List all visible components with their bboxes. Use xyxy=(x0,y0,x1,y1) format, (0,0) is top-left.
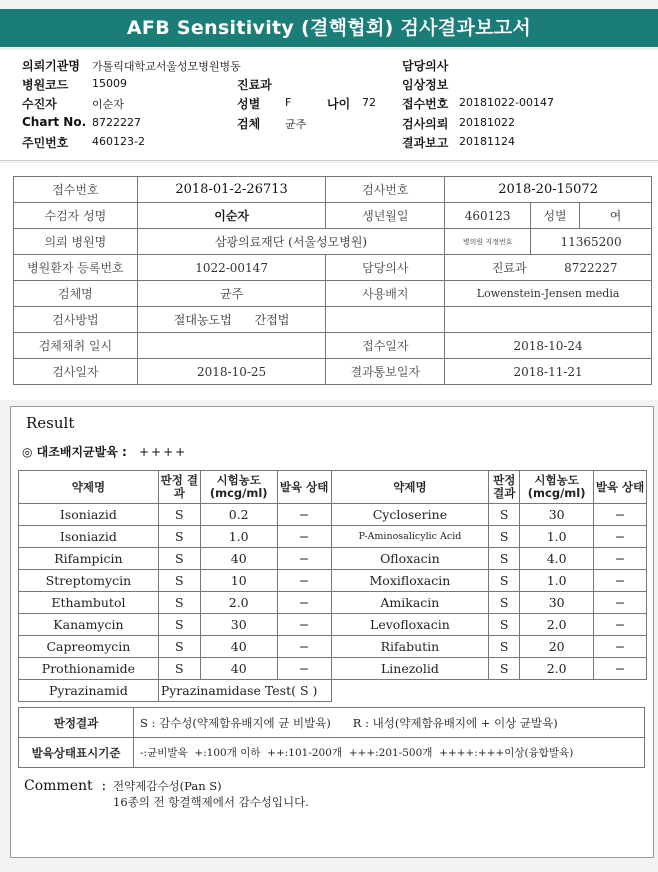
judge-result: S xyxy=(158,548,200,570)
growth-state: − xyxy=(277,526,331,548)
judge-result: S xyxy=(158,570,200,592)
drug-name: Ethambutol xyxy=(19,592,159,614)
method-label: 검사방법 xyxy=(14,307,138,333)
received-value: 2018-10-24 xyxy=(445,333,652,359)
receipt-no-label: 접수번호 xyxy=(14,177,138,203)
drug-name: Isoniazid xyxy=(19,504,159,526)
judge-result: S xyxy=(158,592,200,614)
test-no-value: 2018-20-15072 xyxy=(445,177,652,203)
dept-value: 8722227 xyxy=(531,255,652,281)
report-date-label: 결과통보일자 xyxy=(326,359,445,385)
patient-name-value: 이순자 xyxy=(137,203,326,229)
test-conc: 0.2 xyxy=(200,504,277,526)
growth-state: − xyxy=(594,592,647,614)
col-growth: 발육 상태 xyxy=(594,471,647,504)
value-sex: F xyxy=(285,96,292,109)
blank-cell xyxy=(331,680,646,702)
judge-legend-label: 판정결과 xyxy=(19,708,134,738)
growth-legend-label: 발육상태표시기준 xyxy=(19,738,134,768)
report-date-value: 2018-11-21 xyxy=(445,359,652,385)
label-chart-no: Chart No. xyxy=(22,115,87,129)
label-clinic: 진료과 xyxy=(237,78,272,92)
label-hospital-code: 병원코드 xyxy=(22,78,69,92)
growth-state: − xyxy=(277,636,331,658)
sensitivity-row xyxy=(19,592,647,614)
growth-state: − xyxy=(277,504,331,526)
drug-name: Ofloxacin xyxy=(331,548,489,570)
control-growth-line xyxy=(22,443,187,460)
drug-name: Levofloxacin xyxy=(331,614,489,636)
request-form-table xyxy=(13,176,652,385)
drug-name: Capreomycin xyxy=(19,636,159,658)
label-accession-no: 접수번호 xyxy=(402,97,449,111)
patient-info-header xyxy=(0,50,658,161)
test-date-label: 검사일자 xyxy=(14,359,138,385)
judge-result: S xyxy=(489,548,520,570)
hospital-code-value: 11365200 xyxy=(531,229,652,255)
test-no-label: 검사번호 xyxy=(326,177,445,203)
label-clinical-info: 임상정보 xyxy=(402,78,449,92)
drug-name: Prothionamide xyxy=(19,658,159,680)
label-requesting-institution: 의뢰기관명 xyxy=(22,59,80,73)
growth-state: − xyxy=(594,526,647,548)
growth-state: − xyxy=(277,658,331,680)
growth-state: − xyxy=(594,614,647,636)
value-patient: 이순자 xyxy=(92,98,124,111)
dob-value: 460123 xyxy=(445,203,531,229)
sensitivity-row xyxy=(19,548,647,570)
test-conc: 2.0 xyxy=(520,658,594,680)
dept-label: 진료과 xyxy=(445,255,531,281)
sensitivity-row xyxy=(19,570,647,592)
judge-result: S xyxy=(489,614,520,636)
result-heading: Result xyxy=(26,414,75,432)
value-accession-no: 20181022-00147 xyxy=(459,96,554,109)
value-age: 72 xyxy=(362,96,376,109)
comment-label: Comment : xyxy=(24,778,107,794)
sex-value: 여 xyxy=(580,203,652,229)
judge-result: S xyxy=(489,592,520,614)
label-attending-doctor: 담당의사 xyxy=(402,59,449,73)
label-test-request: 검사의뢰 xyxy=(402,117,449,131)
growth-state: − xyxy=(594,548,647,570)
label-sex: 성별 xyxy=(237,97,261,111)
sensitivity-row xyxy=(19,658,647,680)
test-conc: 40 xyxy=(200,636,277,658)
label-resident-no: 주민번호 xyxy=(22,136,69,150)
dob-label: 생년월일 xyxy=(326,203,445,229)
sensitivity-table-header xyxy=(19,471,647,504)
judge-result: S xyxy=(158,504,200,526)
value-chart-no: 8722227 xyxy=(92,116,141,129)
pza-drug: Pyrazinamid xyxy=(19,680,159,702)
collect-label: 검체채취 일시 xyxy=(14,333,138,359)
test-conc: 1.0 xyxy=(200,526,277,548)
control-growth-value: ++++ xyxy=(138,445,188,459)
growth-state: − xyxy=(594,636,647,658)
test-conc: 30 xyxy=(200,614,277,636)
control-symbol: ◎ xyxy=(22,445,33,459)
col-judge: 판정 결과 xyxy=(489,471,520,504)
value-requesting-institution: 가톨릭대학교서울성모병원병동 xyxy=(92,60,241,73)
reg-no-value: 1022-00147 xyxy=(137,255,326,281)
col-conc: 시험농도 (mcg/ml) xyxy=(520,471,594,504)
label-patient: 수진자 xyxy=(22,97,57,111)
reg-no-label: 병원환자 등록번호 xyxy=(14,255,138,281)
col-judge: 판정 결과 xyxy=(158,471,200,504)
growth-state: − xyxy=(277,548,331,570)
method-value xyxy=(137,307,326,333)
test-conc: 40 xyxy=(200,658,277,680)
collect-value xyxy=(137,333,326,359)
growth-state: − xyxy=(277,614,331,636)
test-conc: 1.0 xyxy=(520,570,594,592)
test-conc: 40 xyxy=(200,548,277,570)
patient-name-label: 수검자 성명 xyxy=(14,203,138,229)
medium-value: Lowenstein-Jensen media xyxy=(445,281,652,307)
test-conc: 1.0 xyxy=(520,526,594,548)
value-hospital-code: 15009 xyxy=(92,77,127,90)
specimen-value: 균주 xyxy=(137,281,326,307)
growth-state: − xyxy=(277,570,331,592)
drug-name: Kanamycin xyxy=(19,614,159,636)
comment-line-1: 전약제감수성(Pan S) xyxy=(113,779,222,793)
pza-result: Pyrazinamidase Test( S ) xyxy=(158,680,331,702)
sensitivity-table xyxy=(18,470,647,702)
judge-legend-text: S : 감수성(약제함유배지에 균 비발육) R : 내성(약제함유배지에 + 이상 균발육) xyxy=(134,708,645,738)
judge-result: S xyxy=(158,658,200,680)
hospital-value: 삼광의료재단 (서울성모병원) xyxy=(137,229,444,255)
specimen-label: 검체명 xyxy=(14,281,138,307)
judge-result: S xyxy=(489,570,520,592)
drug-name: Amikacin xyxy=(331,592,489,614)
judge-result: S xyxy=(489,636,520,658)
label-result-report: 결과보고 xyxy=(402,136,449,150)
drug-name: P-Aminosalicylic Acid xyxy=(331,526,489,548)
drug-name: Isoniazid xyxy=(19,526,159,548)
col-drug: 약제명 xyxy=(331,471,489,504)
growth-state: − xyxy=(594,658,647,680)
method-indirect: 간접법 xyxy=(254,313,290,327)
test-conc: 2.0 xyxy=(520,614,594,636)
col-growth: 발육 상태 xyxy=(277,471,331,504)
value-result-report: 20181124 xyxy=(459,135,515,148)
test-conc: 10 xyxy=(200,570,277,592)
blank-cell xyxy=(326,307,445,333)
receipt-no-value: 2018-01-2-26713 xyxy=(137,177,326,203)
label-age: 나이 xyxy=(327,97,351,111)
drug-name: Cycloserine xyxy=(331,504,489,526)
col-drug: 약제명 xyxy=(19,471,159,504)
judge-result: S xyxy=(489,526,520,548)
legend-table xyxy=(18,707,645,768)
drug-name: Rifabutin xyxy=(331,636,489,658)
test-conc: 2.0 xyxy=(200,592,277,614)
sensitivity-row xyxy=(19,636,647,658)
drug-name: Rifampicin xyxy=(19,548,159,570)
test-date-value: 2018-10-25 xyxy=(137,359,326,385)
growth-state: − xyxy=(594,504,647,526)
value-specimen: 균주 xyxy=(285,118,307,131)
blank-cell xyxy=(445,307,652,333)
sensitivity-row xyxy=(19,614,647,636)
value-test-request: 20181022 xyxy=(459,116,515,129)
judge-result: S xyxy=(158,636,200,658)
comment-line-2: 16종의 전 항결핵제에서 감수성입니다. xyxy=(113,795,309,809)
sensitivity-row xyxy=(19,526,647,548)
drug-name: Linezolid xyxy=(331,658,489,680)
growth-state: − xyxy=(277,592,331,614)
doctor-label: 담당의사 xyxy=(326,255,445,281)
growth-legend-text: -:균비발육 +:100개 이하 ++:101-200개 +++:201-500개 ++++:+++이상(융합발육) xyxy=(134,738,645,768)
judge-result: S xyxy=(489,504,520,526)
value-resident-no: 460123-2 xyxy=(92,135,145,148)
judge-result: S xyxy=(158,526,200,548)
drug-name: Moxifloxacin xyxy=(331,570,489,592)
method-absolute: 절대농도법 xyxy=(173,313,232,327)
judge-result: S xyxy=(489,658,520,680)
test-conc: 30 xyxy=(520,592,594,614)
drug-name: Streptomycin xyxy=(19,570,159,592)
test-conc: 4.0 xyxy=(520,548,594,570)
sex-label: 성별 xyxy=(531,203,580,229)
col-conc: 시험농도 (mcg/ml) xyxy=(200,471,277,504)
report-title: AFB Sensitivity (결핵협회) 검사결과보고서 xyxy=(0,9,658,47)
hospital-code-label: 병의원 지정번호 xyxy=(445,229,531,255)
medium-label: 사용배지 xyxy=(326,281,445,307)
sensitivity-row xyxy=(19,504,647,526)
label-specimen: 검체 xyxy=(237,117,261,131)
received-label: 접수일자 xyxy=(326,333,445,359)
hospital-label: 의뢰 병원명 xyxy=(14,229,138,255)
growth-state: − xyxy=(594,570,647,592)
judge-result: S xyxy=(158,614,200,636)
control-growth-label: 대조배지균발육 : xyxy=(36,445,127,459)
test-conc: 20 xyxy=(520,636,594,658)
test-conc: 30 xyxy=(520,504,594,526)
